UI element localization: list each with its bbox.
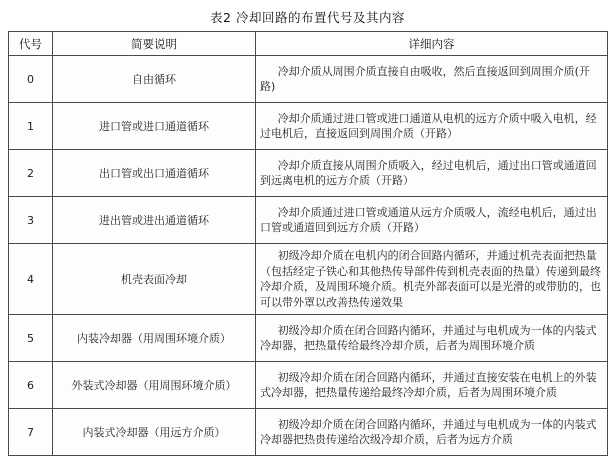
column-header-brief: 简要说明	[52, 32, 255, 55]
detail-cell	[255, 409, 607, 455]
detail-text: 冷却介质直接从周围介质吸入，经过电机后，通过出口管或通道回到远离电机的远方介质（开路）	[260, 158, 597, 187]
table-row	[9, 149, 607, 196]
table-header-row	[9, 32, 607, 55]
detail-cell	[255, 56, 607, 102]
table-row	[9, 102, 607, 149]
code-cell: 1	[27, 119, 34, 133]
table-title: 表2 冷却回路的布置代号及其内容	[210, 10, 405, 25]
detail-text: 冷却介质通过进口管或进口通道从电机的远方介质中吸入电机，经过电机后，直接返回到周围介质（开路）	[260, 111, 597, 140]
detail-cell	[255, 315, 607, 361]
code-cell: 4	[27, 272, 34, 286]
table-row	[9, 196, 607, 243]
detail-text: 初级冷却介质在闭合回路内循环，并通过与电机成为一体的内装式冷却器把热贵传递给次级冷却介质，后者为远方介质	[260, 417, 597, 446]
code-cell: 3	[27, 213, 34, 227]
code-cell: 6	[27, 378, 34, 392]
brief-cell: 出口管或出口通道循环	[52, 150, 255, 196]
code-cell: 7	[27, 425, 34, 439]
code-cell: 2	[27, 166, 34, 180]
brief-cell: 进出管或进出通道循环	[52, 197, 255, 243]
brief-cell: 外装式冷却器（用周围环境介质）	[52, 362, 255, 408]
detail-cell	[255, 244, 607, 314]
detail-cell	[255, 103, 607, 149]
cooling-circuit-table	[8, 31, 608, 456]
brief-cell: 内装冷却器（用周围环境介质）	[52, 315, 255, 361]
detail-text: 初级冷却介质在闭合回路内循环，并通过与电机成为一体的内装式冷却器，把热量传给最终冷却介质，后者为周围环境介质	[260, 323, 597, 352]
table-row	[9, 314, 607, 361]
code-cell: 0	[27, 72, 34, 86]
detail-text: 冷却介质通过进口管或通道从远方介质吸人，流经电机后，通过出口管或通道回到远方介质（开路）	[260, 205, 597, 234]
brief-cell: 自由循环	[52, 56, 255, 102]
detail-cell	[255, 150, 607, 196]
brief-cell: 内装式冷却器（用远方介质）	[52, 409, 255, 455]
detail-cell	[255, 197, 607, 243]
table-row	[9, 55, 607, 102]
detail-cell	[255, 362, 607, 408]
table-row	[9, 243, 607, 314]
table-row	[9, 408, 607, 455]
detail-text: 冷却介质从周围介质直接自由吸收，然后直接返回到周围介质(开路)	[260, 64, 590, 93]
brief-cell: 进口管或进口通道循环	[52, 103, 255, 149]
detail-text: 初级冷却介质在电机内的闭合回路内循环，并通过机壳表面把热量（包括经定子铁心和其他热传导部件传到机壳表面的热量）传递到最终冷却介质，及周围环境介质。机壳外部表面可以是光滑的或带肋的，也可以带外罩以改善热传递效果	[260, 249, 601, 309]
brief-cell: 机壳表面冷却	[52, 244, 255, 314]
column-header-detail: 详细内容	[255, 32, 607, 55]
detail-text: 初级冷却介质在闭合回路内循环，并通过直接安装在电机上的外装式冷却器，把热量传递给最终冷却介质，后者为周围环境介质	[260, 370, 597, 399]
table-row	[9, 361, 607, 408]
column-header-code: 代号	[19, 36, 42, 51]
code-cell: 5	[27, 331, 34, 345]
